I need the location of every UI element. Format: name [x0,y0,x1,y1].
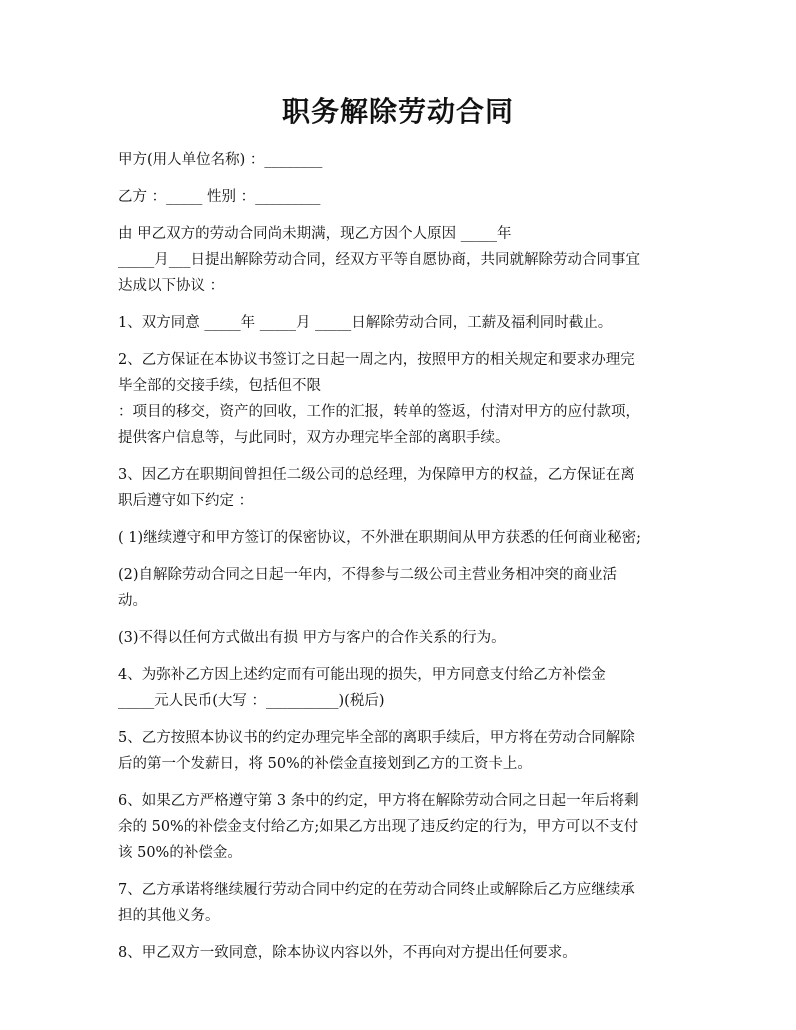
document-title: 职务解除劳动合同 [281,95,514,128]
text-line: 3、因乙方在职期间曾担任二级公司的总经理，为保障甲方的权益，乙方保证在离 [118,467,635,483]
clause-3-item-1 [118,525,690,551]
text-line: (2)自解除劳动合同之日起一年内，不得参与二级公司主营业务相冲突的商业活 [118,567,618,583]
clause-7 [118,877,690,929]
text-line: 由 甲乙双方的劳动合同尚未期满，现乙方因个人原因 _____年 [118,226,512,242]
text-line: 7、乙方承诺将继续履行劳动合同中约定的在劳动合同终止或解除后乙方应继续承 [118,882,635,898]
text-line: 该 50%的补偿金。 [118,845,242,861]
party-a-field [118,147,690,173]
text-line: 达成以下协议 ： [118,278,225,294]
text-line: 余的 50%的补偿金支付给乙方;如果乙方出现了违反约定的行为，甲方可以不支付 [118,819,639,835]
text-line: 1、双方同意 _____年 _____月 _____日解除劳动合同，工薪及福利同时截止。 [118,315,613,331]
clause-2 [118,347,690,451]
clause-3-item-3 [118,625,690,651]
clause-3 [118,462,690,514]
document-body [118,147,690,977]
text-line: 乙方 ：_____ 性别 ：_________ [118,189,321,205]
clause-6 [118,788,690,866]
text-line: 甲方(用人单位名称) ：________ [118,152,323,168]
party-b-field [118,184,690,210]
text-line: (3)不得以任何方式做出有损 甲方与客户的合作关系的行为。 [118,630,506,646]
text-line: 4、为弥补乙方因上述约定而有可能出现的损失，甲方同意支付给乙方补偿金 [118,667,606,683]
text-line: 2、乙方保证在本协议书签订之日起一周之内，按照甲方的相关规定和要求办理完 [118,352,635,368]
text-line: ：项目的移交，资产的回收，工作的汇报，转单的签返，付清对甲方的应付款项， [118,404,640,420]
text-line: 提供客户信息等，与此同时，双方办理完毕全部的离职手续。 [118,430,510,446]
text-line: 8、甲乙双方一致同意，除本协议内容以外，不再向对方提出任何要求。 [118,945,577,961]
text-line: _____月___日提出解除劳动合同，经双方平等自愿协商，共同就解除劳动合同事宜 [118,252,640,268]
text-line: 6、如果乙方严格遵守第 3 条中的约定，甲方将在解除劳动合同之日起一年后将剩 [118,793,639,809]
text-line: 毕全部的交接手续，包括但不限 [118,378,321,394]
clause-1 [118,310,690,336]
text-line: 5、乙方按照本协议书的约定办理完毕全部的离职手续后，甲方将在劳动合同解除 [118,730,635,746]
text-line: ( 1)继续遵守和甲方签订的保密协议，不外泄在职期间从甲方获悉的任何商业秘密; [118,530,642,546]
text-line: 担的其他义务。 [118,908,220,924]
clause-4 [118,662,690,714]
clause-5 [118,725,690,777]
text-line: 动。 [118,593,147,609]
text-line: _____元人民币(大写 ：__________)(税后) [118,693,385,709]
clause-8 [118,940,690,966]
text-line: 职后遵守如下约定 ： [118,493,254,509]
intro-paragraph [118,221,690,299]
clause-3-item-2 [118,562,690,614]
text-line: 后的第一个发薪日，将 50%的补偿金直接划到乙方的工资卡上。 [118,756,532,772]
